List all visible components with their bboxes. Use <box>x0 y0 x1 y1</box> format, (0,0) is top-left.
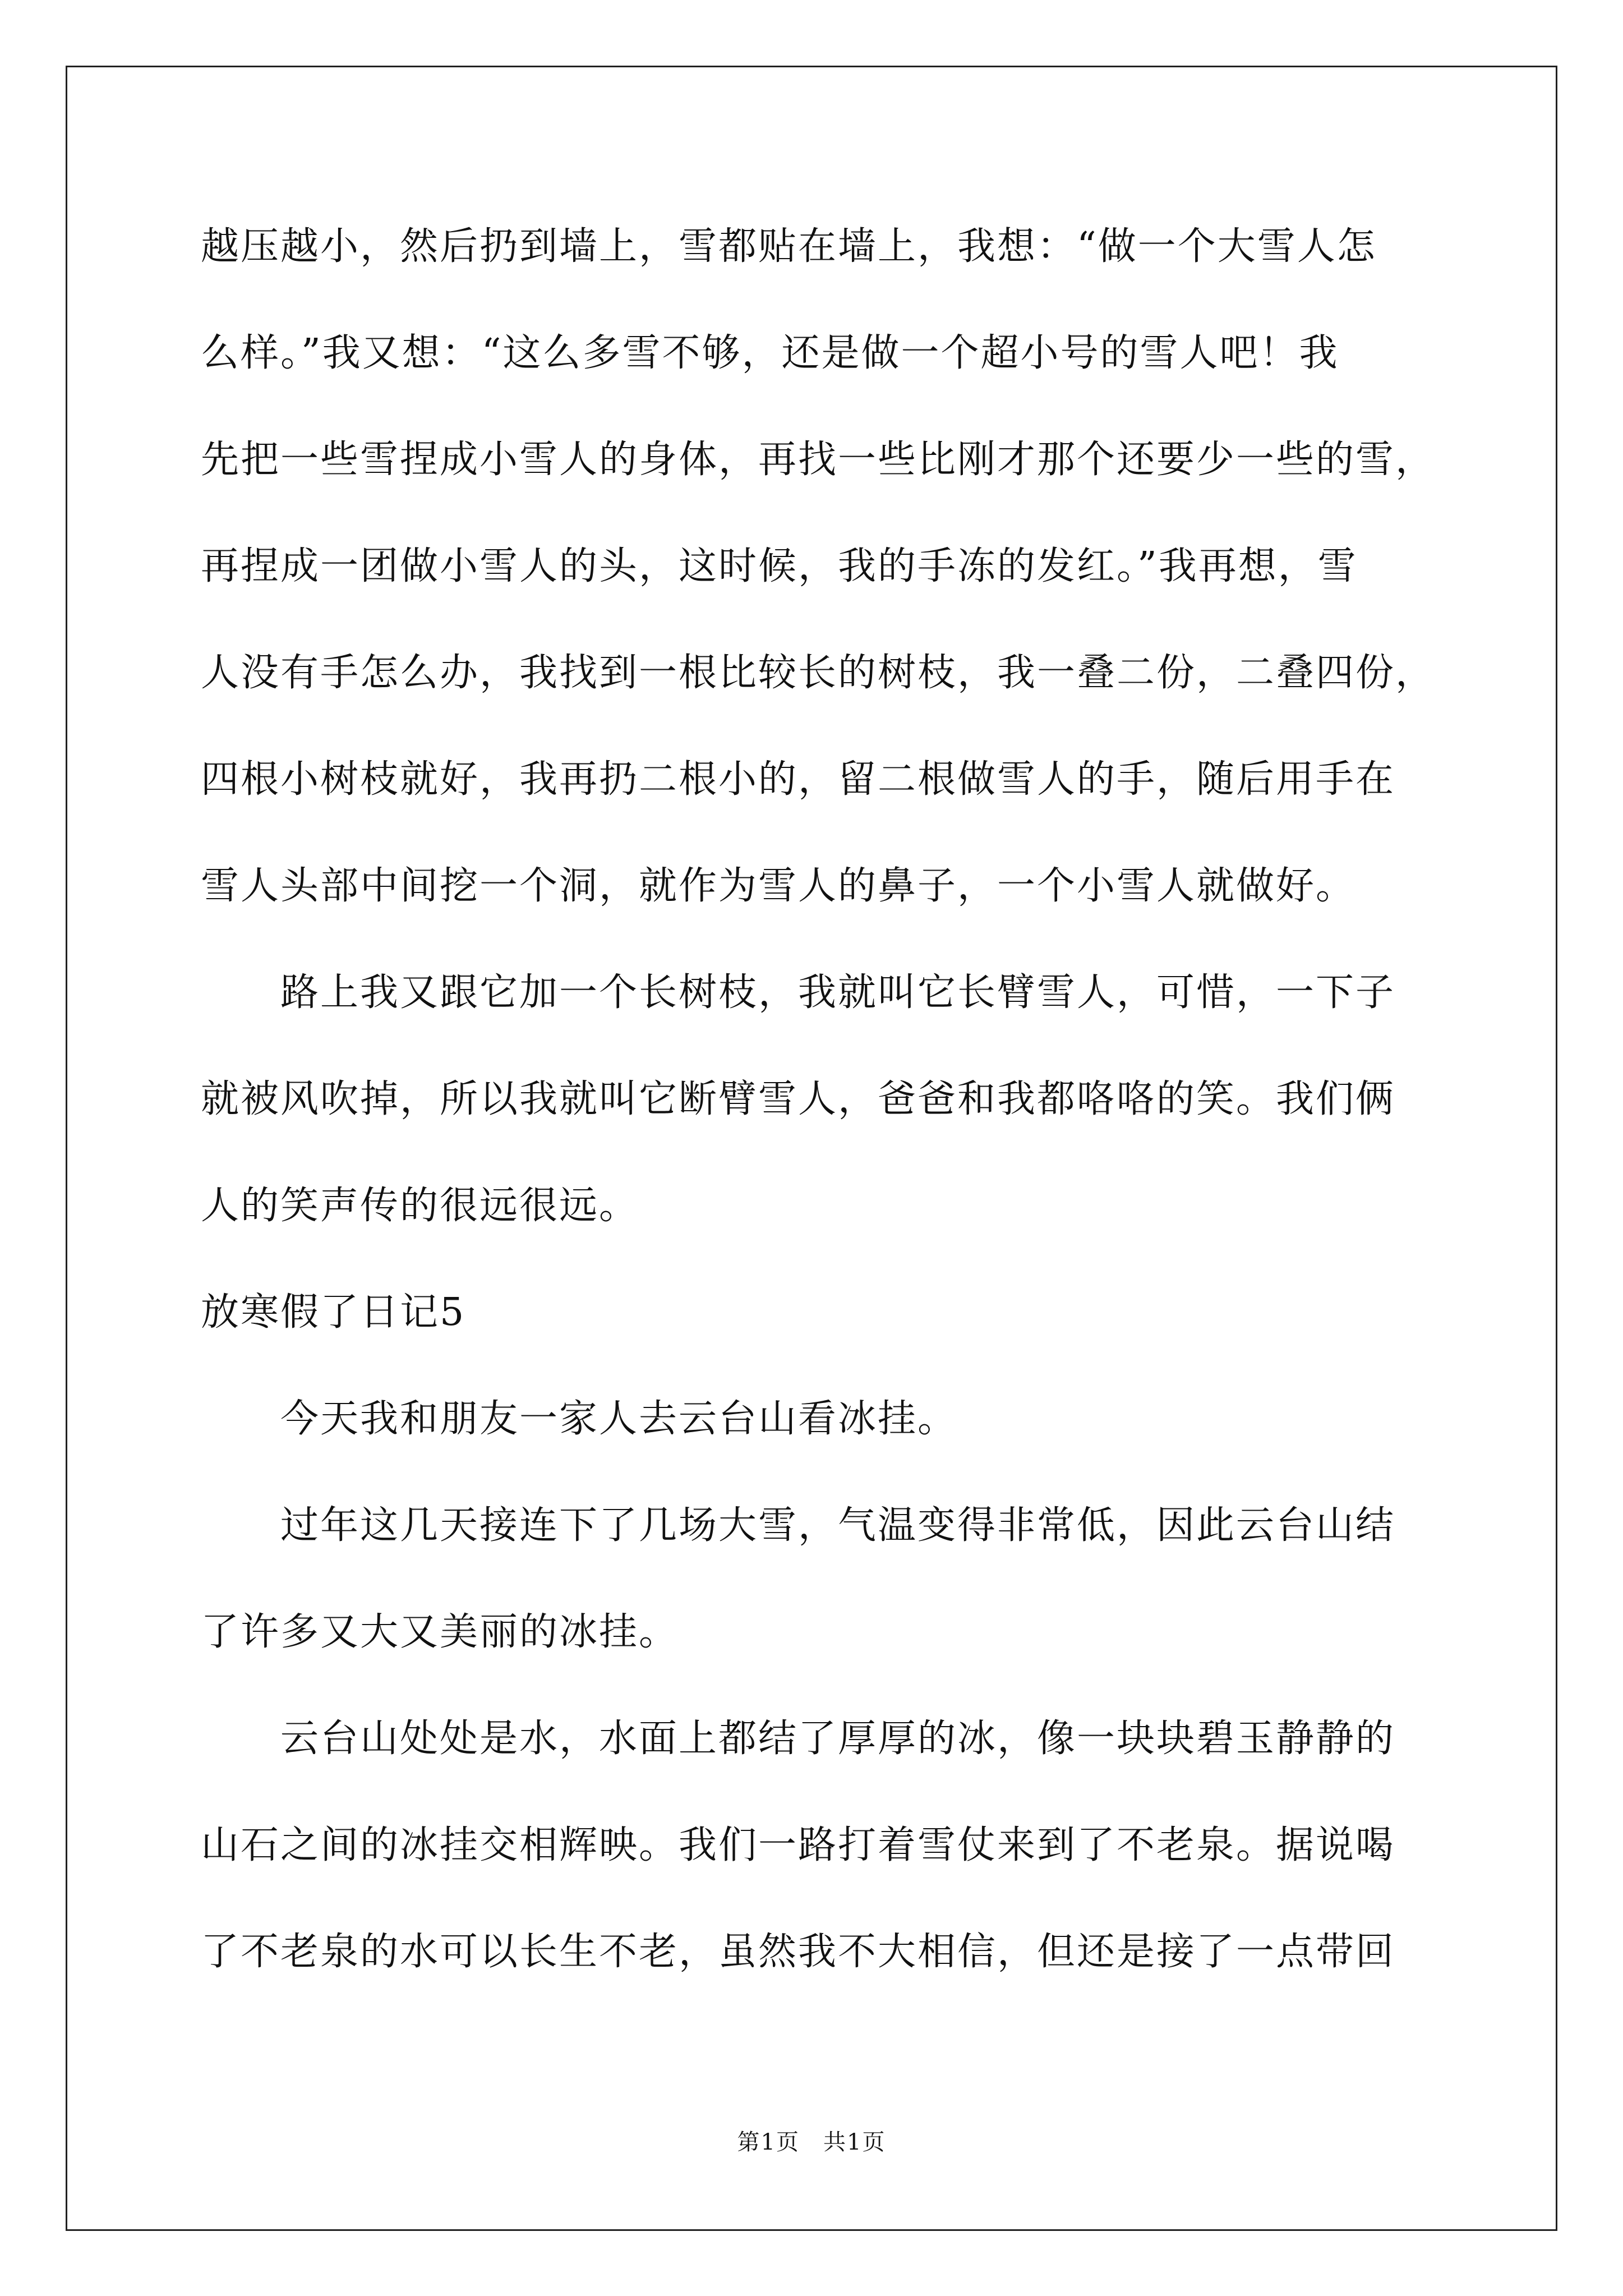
text-line: 了不老泉的水可以长生不老，虽然我不大相信，但还是接了一点带回 <box>201 1930 1396 1974</box>
text-line: 再捏成一团做小雪人的头，这时候，我的手冻的发红。”我再想，雪 <box>201 544 1358 588</box>
text-line: 就被风吹掉，所以我就叫它断臂雪人，爸爸和我都咯咯的笑。我们俩 <box>201 1077 1396 1121</box>
paragraph-start-line: 过年这几天接连下了几场大雪，气温变得非常低，因此云台山结 <box>280 1503 1396 1548</box>
text-line: 人没有手怎么办，我找到一根比较长的树枝，我一叠二份，二叠四份， <box>201 651 1436 695</box>
text-line: 了许多又大又美丽的冰挂。 <box>201 1610 679 1654</box>
section-heading: 放寒假了日记5 <box>201 1290 466 1335</box>
page-footer: 第1页 共1页 <box>737 2129 886 2155</box>
text-line: 雪人头部中间挖一个洞，就作为雪人的鼻子，一个小雪人就做好。 <box>201 864 1356 908</box>
text-line: 先把一些雪捏成小雪人的身体，再找一些比刚才那个还要少一些的雪， <box>201 438 1436 482</box>
paragraph-start-line: 路上我又跟它加一个长树枝，我就叫它长臂雪人，可惜，一下子 <box>280 970 1396 1015</box>
paragraph-start-line: 今天我和朋友一家人去云台山看冰挂。 <box>280 1397 958 1441</box>
text-line: 人的笑声传的很远很远。 <box>201 1184 639 1228</box>
paragraph-start-line: 云台山处处是水，水面上都结了厚厚的冰，像一块块碧玉静静的 <box>280 1717 1396 1761</box>
text-line: 山石之间的冰挂交相辉映。我们一路打着雪仗来到了不老泉。据说喝 <box>201 1823 1396 1867</box>
document-body <box>201 219 1435 2031</box>
text-line: 么样。”我又想：“这么多雪不够，还是做一个超小号的雪人吧！我 <box>201 331 1339 375</box>
text-line: 越压越小，然后扔到墙上，雪都贴在墙上，我想：“做一个大雪人怎 <box>201 224 1377 269</box>
text-line: 四根小树枝就好，我再扔二根小的，留二根做雪人的手，随后用手在 <box>201 757 1396 802</box>
